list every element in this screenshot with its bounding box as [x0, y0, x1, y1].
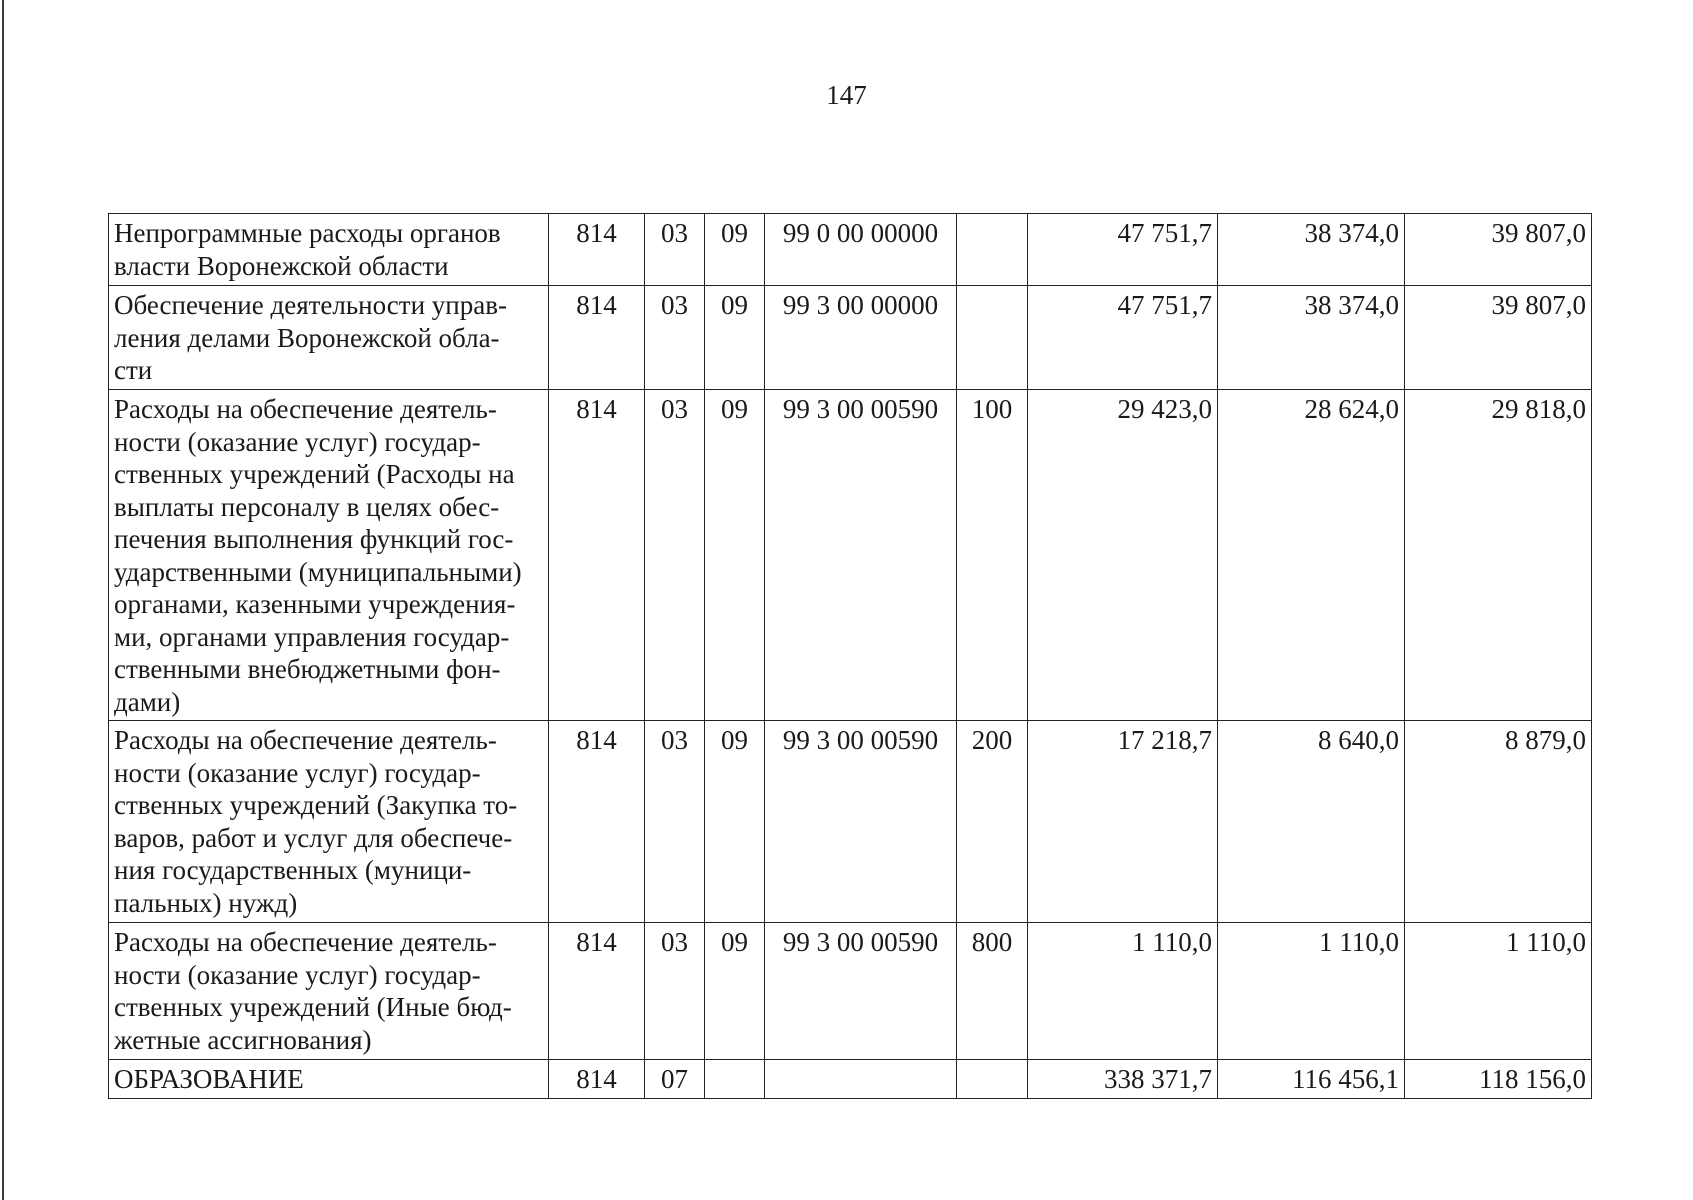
- table-row: [109, 390, 1592, 721]
- amount-year-1: 47 751,7: [1028, 286, 1218, 390]
- amount-year-3: 29 818,0: [1405, 390, 1592, 721]
- section-code: 03: [645, 286, 705, 390]
- target-article-code: 99 3 00 00590: [765, 923, 957, 1060]
- amount-year-2: 28 624,0: [1218, 390, 1405, 721]
- expense-type-code: 100: [957, 390, 1028, 721]
- expense-type-code: [957, 286, 1028, 390]
- section-code: 03: [645, 390, 705, 721]
- amount-year-1: 338 371,7: [1028, 1060, 1218, 1099]
- row-description: Расходы на обеспечение деятель- ности (оказание услуг) государ- ственных учреждений (Расходы на выплаты персоналу в целях обес- печения выполнения функций гос- ударственными (муниципальными) органами, казенными учреждения- ми, органами управления государ- ственными внебюджетными фон- дами): [109, 390, 549, 721]
- target-article-code: 99 3 00 00590: [765, 721, 957, 923]
- amount-year-1: 1 110,0: [1028, 923, 1218, 1060]
- admin-code: 814: [549, 286, 645, 390]
- target-article-code: 99 3 00 00000: [765, 286, 957, 390]
- table-row: [109, 1060, 1592, 1099]
- target-article-code: 99 3 00 00590: [765, 390, 957, 721]
- expense-type-code: 200: [957, 721, 1028, 923]
- subsection-code: 09: [705, 923, 765, 1060]
- amount-year-3: 1 110,0: [1405, 923, 1592, 1060]
- expense-type-code: [957, 214, 1028, 286]
- budget-table: [108, 213, 1592, 1099]
- amount-year-1: 47 751,7: [1028, 214, 1218, 286]
- subsection-code: 09: [705, 286, 765, 390]
- row-description: Непрограммные расходы органов власти Воронежской области: [109, 214, 549, 286]
- subsection-code: 09: [705, 390, 765, 721]
- amount-year-3: 8 879,0: [1405, 721, 1592, 923]
- amount-year-2: 38 374,0: [1218, 214, 1405, 286]
- subsection-code: 09: [705, 721, 765, 923]
- amount-year-1: 17 218,7: [1028, 721, 1218, 923]
- amount-year-1: 29 423,0: [1028, 390, 1218, 721]
- amount-year-3: 39 807,0: [1405, 286, 1592, 390]
- expense-type-code: [957, 1060, 1028, 1099]
- amount-year-2: 1 110,0: [1218, 923, 1405, 1060]
- amount-year-2: 38 374,0: [1218, 286, 1405, 390]
- scan-edge-line: [2, 0, 4, 1200]
- row-description: ОБРАЗОВАНИЕ: [109, 1060, 549, 1099]
- subsection-code: 09: [705, 214, 765, 286]
- section-code: 03: [645, 214, 705, 286]
- subsection-code: [705, 1060, 765, 1099]
- table-row: [109, 286, 1592, 390]
- amount-year-2: 116 456,1: [1218, 1060, 1405, 1099]
- admin-code: 814: [549, 214, 645, 286]
- row-description: Расходы на обеспечение деятель- ности (оказание услуг) государ- ственных учреждений (Закупка то- варов, работ и услуг для обеспече- ния государственных (муници- пальных) нужд): [109, 721, 549, 923]
- table-row: [109, 214, 1592, 286]
- table-row: [109, 721, 1592, 923]
- amount-year-2: 8 640,0: [1218, 721, 1405, 923]
- row-description: Обеспечение деятельности управ- ления делами Воронежской обла- сти: [109, 286, 549, 390]
- expense-type-code: 800: [957, 923, 1028, 1060]
- row-description: Расходы на обеспечение деятель- ности (оказание услуг) государ- ственных учреждений (Иные бюд- жетные ассигнования): [109, 923, 549, 1060]
- section-code: 03: [645, 923, 705, 1060]
- amount-year-3: 118 156,0: [1405, 1060, 1592, 1099]
- admin-code: 814: [549, 923, 645, 1060]
- section-code: 03: [645, 721, 705, 923]
- page-number: 147: [826, 80, 867, 110]
- target-article-code: 99 0 00 00000: [765, 214, 957, 286]
- amount-year-3: 39 807,0: [1405, 214, 1592, 286]
- admin-code: 814: [549, 390, 645, 721]
- table-row: [109, 923, 1592, 1060]
- target-article-code: [765, 1060, 957, 1099]
- admin-code: 814: [549, 1060, 645, 1099]
- section-code: 07: [645, 1060, 705, 1099]
- admin-code: 814: [549, 721, 645, 923]
